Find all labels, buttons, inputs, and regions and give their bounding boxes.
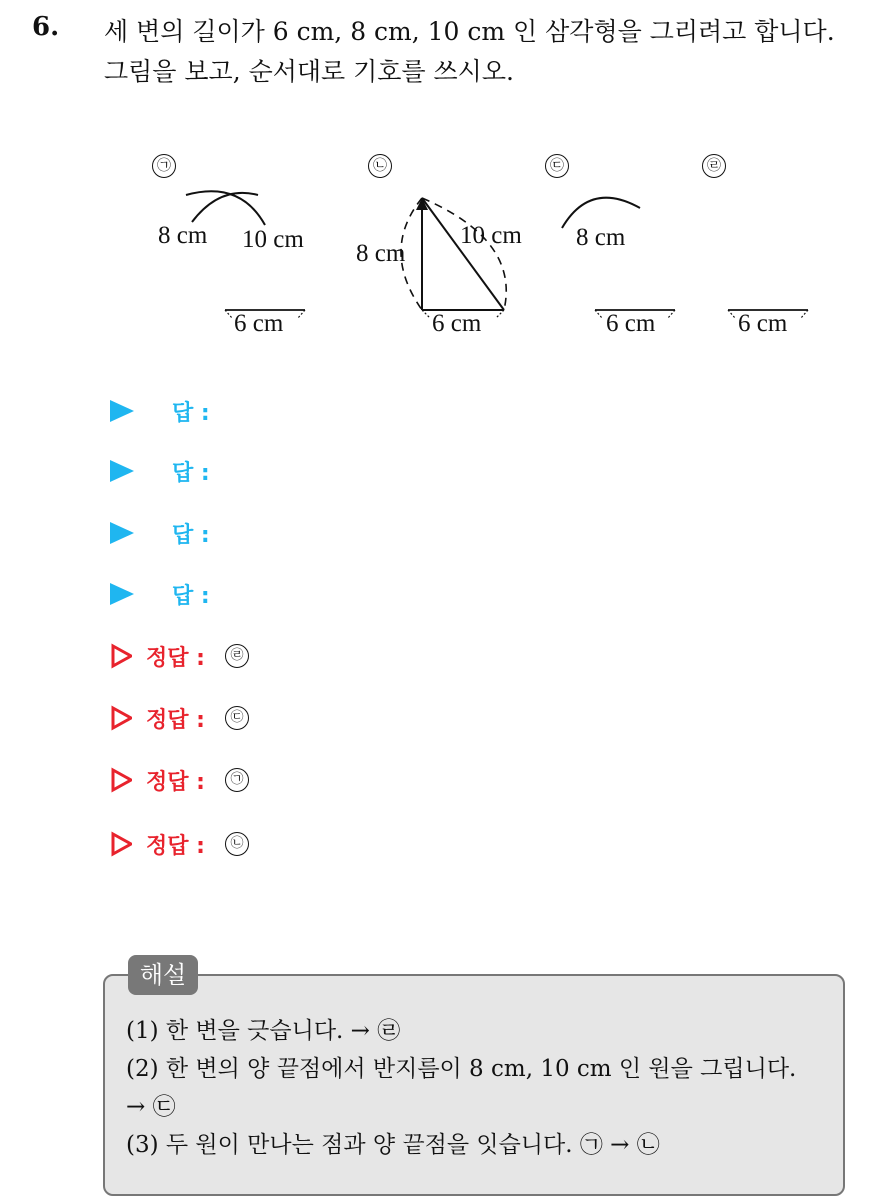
label-b-base: 6 cm bbox=[432, 310, 482, 337]
question-line-1: 세 변의 길이가 6 cm, 8 cm, 10 cm 인 삼각형을 그리려고 합니다. bbox=[104, 17, 835, 46]
correct-answer-row bbox=[110, 700, 249, 736]
marker-b: ㉡ bbox=[368, 154, 392, 178]
outline-arrow-icon bbox=[110, 643, 132, 669]
correct-answer-value: ㉢ bbox=[225, 706, 249, 730]
correct-answer-label: 정답 : bbox=[146, 707, 205, 733]
play-arrow-icon bbox=[110, 583, 134, 605]
tri-b-hyp bbox=[422, 198, 504, 310]
answer-row bbox=[110, 515, 230, 551]
label-c-base: 6 cm bbox=[606, 310, 656, 337]
outline-arrow-icon bbox=[110, 831, 132, 857]
correct-answer-value: ㉠ bbox=[225, 768, 249, 792]
construction-figure bbox=[140, 140, 840, 360]
explanation-line-4: (3) 두 원이 만나는 점과 양 끝점을 잇습니다. ㉠ → ㉡ bbox=[126, 1132, 660, 1158]
play-arrow-icon bbox=[110, 522, 134, 544]
label-b-left: 8 cm bbox=[356, 240, 406, 267]
label-d-base: 6 cm bbox=[738, 310, 788, 337]
outline-arrow-icon bbox=[110, 767, 132, 793]
play-arrow-icon bbox=[110, 460, 134, 482]
answer-row bbox=[110, 393, 230, 429]
correct-answer-label: 정답 : bbox=[146, 833, 205, 859]
explanation-line-2: (2) 한 변의 양 끝점에서 반지름이 8 cm, 10 cm 인 원을 그립니다. bbox=[126, 1056, 797, 1082]
answer-row bbox=[110, 576, 230, 612]
answer-row bbox=[110, 453, 230, 489]
answer-label: 답 : bbox=[172, 460, 210, 486]
label-a-right: 10 cm bbox=[242, 226, 304, 253]
marker-d: ㉣ bbox=[702, 154, 726, 178]
arc-a-left bbox=[192, 193, 258, 222]
answer-label: 답 : bbox=[172, 583, 210, 609]
explanation-line-3: → ㉢ bbox=[126, 1094, 176, 1120]
correct-answer-label: 정답 : bbox=[146, 645, 205, 671]
label-a-base: 6 cm bbox=[234, 310, 284, 337]
outline-arrow-icon bbox=[110, 705, 132, 731]
explanation-box bbox=[103, 974, 845, 1196]
play-arrow-icon bbox=[110, 400, 134, 422]
correct-answer-row bbox=[110, 826, 249, 862]
correct-answer-row bbox=[110, 638, 249, 674]
marker-c: ㉢ bbox=[545, 154, 569, 178]
correct-answer-label: 정답 : bbox=[146, 769, 205, 795]
explanation-line-1: (1) 한 변을 긋습니다. → ㉣ bbox=[126, 1018, 401, 1044]
question-number: 6. bbox=[32, 12, 60, 42]
correct-answer-row bbox=[110, 762, 249, 798]
answer-label: 답 : bbox=[172, 522, 210, 548]
correct-answer-value: ㉣ bbox=[225, 644, 249, 668]
label-b-right: 10 cm bbox=[460, 222, 522, 249]
question-line-2: 그림을 보고, 순서대로 기호를 쓰시오. bbox=[104, 57, 514, 86]
marker-a: ㉠ bbox=[152, 154, 176, 178]
label-c-arc: 8 cm bbox=[576, 224, 626, 251]
correct-answer-value: ㉡ bbox=[225, 832, 249, 856]
label-a-left: 8 cm bbox=[158, 222, 208, 249]
explanation-tab: 해설 bbox=[128, 955, 198, 995]
question-text bbox=[104, 12, 874, 92]
answer-label: 답 : bbox=[172, 400, 210, 426]
